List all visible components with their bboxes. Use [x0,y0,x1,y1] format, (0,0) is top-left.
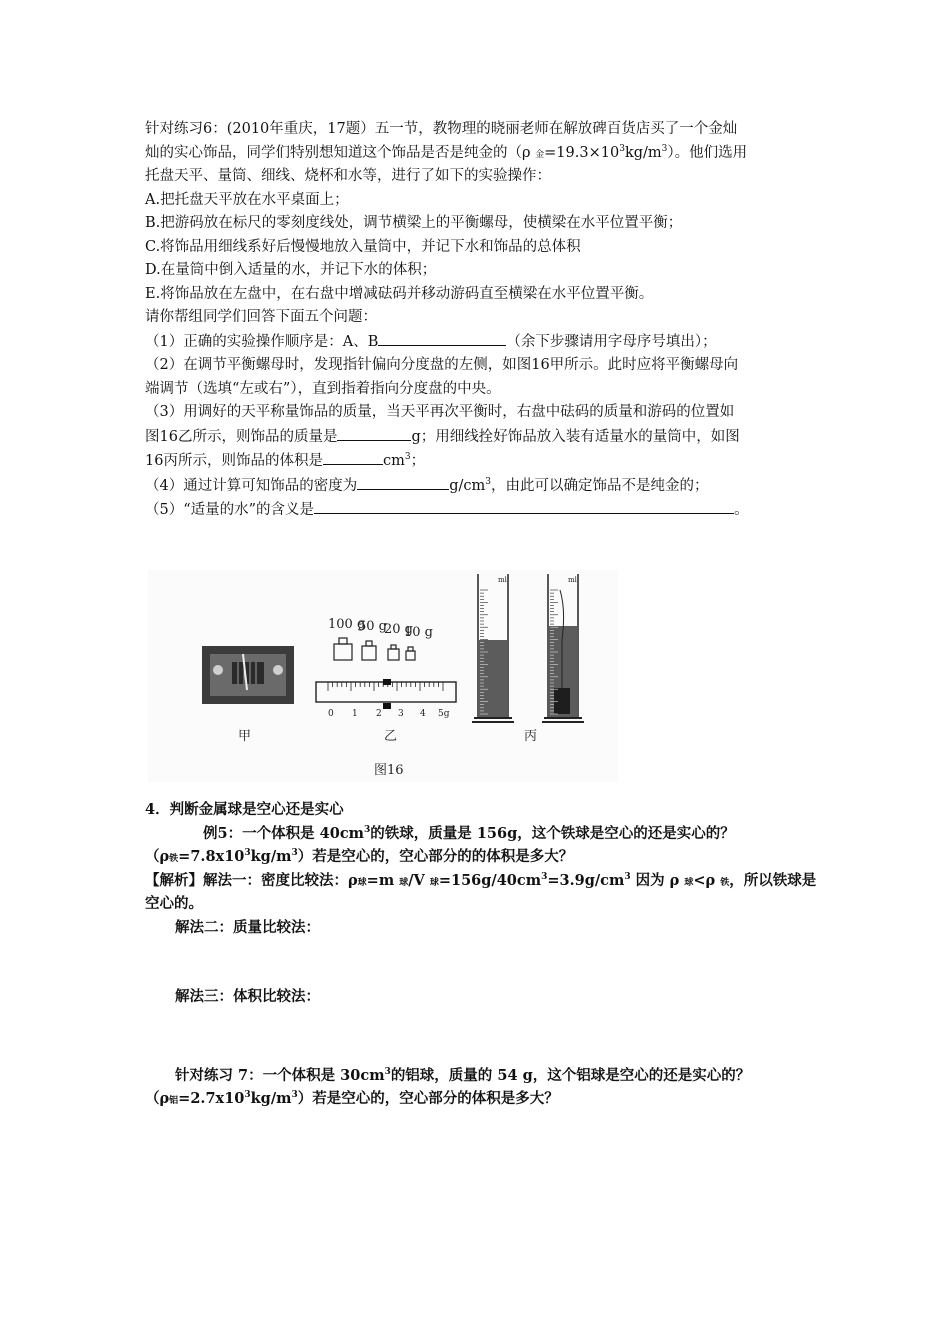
question-3a: （3）用调好的天平称量饰品的质量，当天平再次平衡时，右盘中砝码的质量和游码的位置如 [145,404,735,420]
question-4: （4）通过计算可知饰品的密度为 $g/cm^3$，由此可以确定饰品不是纯金的； [145,474,825,499]
label-jia: 甲 [238,729,252,744]
step-b: B.把游码放在标尺的零刻度线处，调节横梁上的平衡螺母，使横梁在水平位置平衡； [145,215,683,231]
weight-label-20: 20 g [384,622,413,637]
figure-caption: 图16 [374,763,404,778]
exercise6-line3: 托盘天平、量筒、细线、烧杯和水等，进行了如下的实验操作： [145,168,551,184]
exercise6-line1: 针对练习6：(2010年重庆，17题）五一节，教物理的晓丽老师在解放碑百货店买了一个金灿 [145,121,738,137]
example5-line2: （ρ铁$=7.8x10^3kg/m^3$）若是空心的，空心部分的的体积是多大？ [145,848,574,865]
figure-16 [148,570,618,782]
label-yi: 乙 [384,729,398,744]
ruler-tick-5: 5g [438,709,450,719]
prompt: 请你帮组同学们回答下面五个问题： [145,309,377,325]
step-e: E.将饰品放在左盘中，在右盘中增减砝码并移动游码直至横梁在水平位置平衡。 [145,285,654,302]
exercise6-line2: 灿的实心饰品，同学们特别想知道这个饰品是否是纯金的（ρ 金$=19.3\times 10^3kg/m^3$）。他们选用 [145,143,748,161]
svg-text:ml: ml [568,576,577,584]
ruler-tick-2: 2 [376,709,382,719]
question-3b: 图16乙所示，则饰品的质量是 g；用细线拴好饰品放入装有适量水的量筒中，如图 [145,425,825,450]
svg-text:ml: ml [498,576,507,584]
answer-blank-1[interactable] [378,330,506,346]
method3: 解法三：体积比较法： [175,988,320,1005]
weight-label-10: 10 g [404,625,433,640]
question-5: （5）“适量的水”的含义是 。 [145,498,825,523]
weight-label-100: 100 g [328,617,366,632]
question-1: （1）正确的实验操作顺序是：A、B （余下步骤请用字母序号填出）； [145,330,825,355]
answer-blank-mass[interactable] [337,425,411,441]
question-2b: 端调节（选填“左或右”），直到指着指向分度盘的中央。 [145,380,501,397]
ruler-tick-4: 4 [420,709,426,719]
ruler-tick-3: 3 [398,709,404,719]
weight-label-50: 50 g [358,619,387,634]
question-2a: （2）在调节平衡螺母时，发现指针偏向分度盘的左侧，如图16甲所示。此时应将平衡螺母向 [145,357,739,373]
balance-pointer-image [202,646,294,704]
step-c: C.将饰品用细线系好后慢慢地放入量筒中，并记下水和饰品的总体积 [145,238,581,255]
analysis-line2: 空心的。 [145,895,203,912]
ruler-tick-0: 0 [328,709,334,719]
analysis-line1: 【解析】解法一：密度比较法：ρ球=m 球/V 球$=156g/40cm^3=3.9g/cm^3$ 因为 ρ 球<ρ 铁，所以铁球是 [145,871,817,889]
question-3c: 16丙所示，则饰品的体积是 $cm^3$； [145,449,825,474]
ruler-tick-1: 1 [352,709,358,719]
step-d: D.在量筒中倒入适量的水，并记下水的体积； [145,262,437,278]
section4 [145,798,825,1111]
exercise7-line1: 针对练习 7：一个体积是 $30cm^3$的铝球，质量的 54 g，这个铝球是空心的还是实心的？ [175,1066,751,1084]
example5-line1: 例5：一个体积是 $40cm^3$的铁球，质量是 156g，这个铁球是空心的还是实心的？ [203,824,735,842]
document-page [145,118,825,523]
label-bing: 丙 [524,729,538,744]
method2: 解法二：质量比较法： [175,918,320,936]
exercise7-line2: （ρ铝$=2.7x10^3kg/m^3$）若是空心的，空心部分的体积是多大？ [145,1090,559,1107]
answer-blank-density[interactable] [357,474,449,490]
answer-blank-volume[interactable] [323,449,383,465]
answer-blank-water[interactable] [314,498,734,514]
section4-heading: 4．判断金属球是空心还是实心 [145,801,344,818]
step-a: A.把托盘天平放在水平桌面上； [145,191,349,208]
